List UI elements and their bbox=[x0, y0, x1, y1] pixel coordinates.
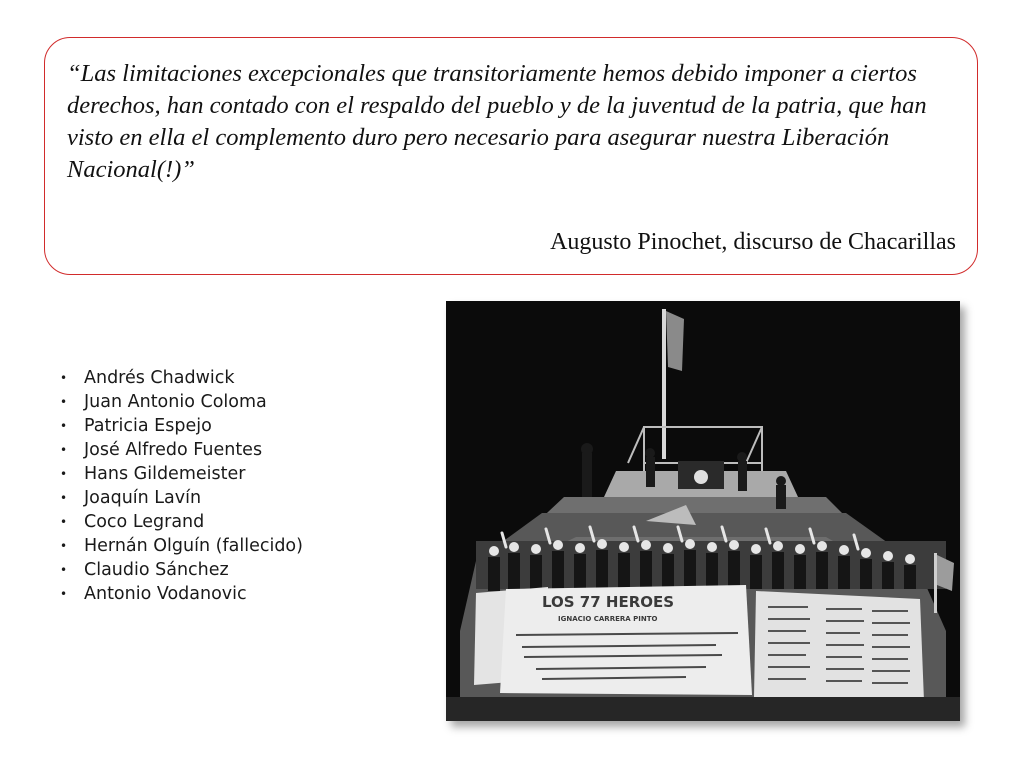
list-item bbox=[60, 366, 303, 390]
bullet-icon: • bbox=[60, 371, 68, 385]
historical-photo bbox=[446, 301, 960, 721]
list-item-label: Joaquín Lavín bbox=[84, 488, 202, 508]
bullet-icon: • bbox=[60, 563, 68, 577]
list-item-label: Coco Legrand bbox=[84, 512, 205, 532]
bullet-icon: • bbox=[60, 491, 68, 505]
list-item bbox=[60, 390, 303, 414]
bullet-icon: • bbox=[60, 515, 68, 529]
bullet-icon: • bbox=[60, 395, 68, 409]
quote-attribution: Augusto Pinochet, discurso de Chacarillas bbox=[550, 229, 956, 255]
list-item-label: Antonio Vodanovic bbox=[84, 584, 247, 604]
list-item bbox=[60, 414, 303, 438]
list-item bbox=[60, 510, 303, 534]
quote-text: “Las limitaciones excepcionales que transitoriamente hemos debido imponer a ciertos derechos, han contado con el respaldo del pueblo y de la juventud de la patria, que han visto en ella el complemento duro pero necesario para asegurar nuestra Liberación Nacional(!)” bbox=[67, 60, 927, 183]
list-item bbox=[60, 534, 303, 558]
list-item-label: Juan Antonio Coloma bbox=[84, 392, 267, 412]
list-item bbox=[60, 558, 303, 582]
list-item-label: Patricia Espejo bbox=[84, 416, 212, 436]
list-item-label: Hans Gildemeister bbox=[84, 464, 246, 484]
bullet-icon: • bbox=[60, 443, 68, 457]
list-item bbox=[60, 582, 303, 606]
bullet-icon: • bbox=[60, 419, 68, 433]
bullet-icon: • bbox=[60, 587, 68, 601]
list-item-label: Claudio Sánchez bbox=[84, 560, 229, 580]
list-item-label: Andrés Chadwick bbox=[84, 368, 235, 388]
list-item bbox=[60, 486, 303, 510]
list-item-label: Hernán Olguín (fallecido) bbox=[84, 536, 303, 556]
photo-illustration bbox=[446, 301, 960, 721]
bullet-icon: • bbox=[60, 467, 68, 481]
banner-subtitle: IGNACIO CARRERA PINTO bbox=[558, 615, 658, 623]
list-item bbox=[60, 438, 303, 462]
bullet-icon: • bbox=[60, 539, 68, 553]
names-list bbox=[60, 366, 303, 606]
banner-title: LOS 77 HEROES bbox=[542, 593, 675, 611]
list-item-label: José Alfredo Fuentes bbox=[84, 440, 263, 460]
list-item bbox=[60, 462, 303, 486]
